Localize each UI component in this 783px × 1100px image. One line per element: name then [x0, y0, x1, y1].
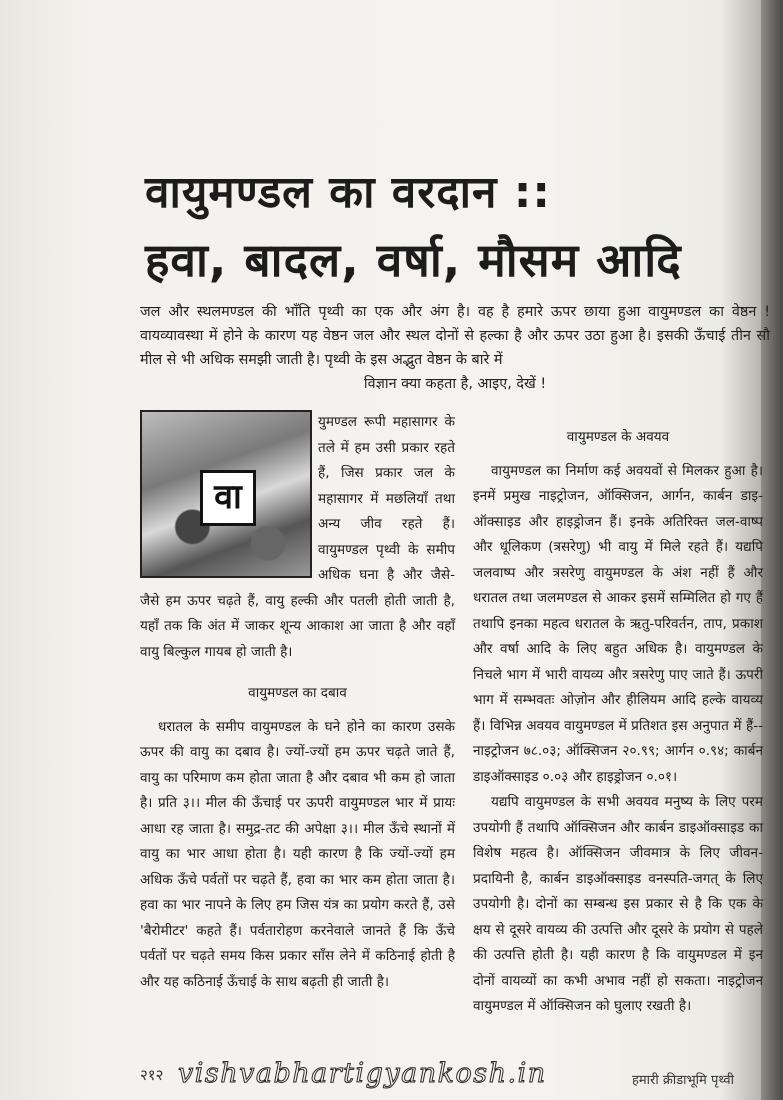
- intro-text: जल और स्थलमण्डल की भाँति पृथ्वी का एक और अंग है। वह है हमारे ऊपर छाया हुआ वायुमण्डल का वेष्ठन ! वायव्यावस्था में होने के कारण यह वेष्ठन जल और स्थल दोनों से हल्का है और ऊपर उठा हुआ है। इसकी ऊँचाई तीन सौ मील से भी अधिक समझी जाती है। पृथ्वी के इस अद्भुत वेष्ठन के बारे में: [140, 304, 770, 368]
- title-line-1: वायुमण्डल का वरदान ::: [145, 167, 551, 218]
- intro-paragraph: [140, 300, 770, 396]
- section-heading-components: वायुमण्डल के अवयव: [566, 429, 670, 445]
- right-paragraph-2: यद्यपि वायुमण्डल के सभी अवयव मनुष्य के लिए परम उपयोगी हैं तथापि ऑक्सिजन और कार्बन डाइऑक्साइड का विशेष महत्व है। ऑक्सिजन जीवमात्र के लिए जीवन-प्रदायिनी है, कार्बन डाइऑक्साइड वनस्पति-जगत् के लिए उपयोगी है। दोनों का सम्बन्ध इस प्रकार से है कि एक के क्षय से दूसरे वायव्य की उत्पत्ति और दूसरे के प्रयोग से पहले की उत्पत्ति होती है। यही कारण है कि वायुमण्डल में इन दोनों वायव्यों का कभी अभाव नहीं हो सकता। नाइट्रोजन वायुमण्डल में ऑक्सिजन को घुलाए रखती है।: [473, 794, 763, 1014]
- section-heading-pressure: वायुमण्डल का दबाव: [248, 685, 347, 701]
- book-spine: [761, 0, 783, 1100]
- right-column: [473, 425, 763, 1020]
- left-column: [140, 410, 455, 995]
- dropcap-letter: वा: [200, 470, 256, 526]
- dropcap-illustration: [140, 410, 312, 578]
- left-paragraph-2: धरातल के समीप वायुमण्डल के घने होने का कारण उसके ऊपर की वायु का दबाव है। ज्यों-ज्यों हम ऊपर चढ़ते जाते हैं, वायु का परिमाण कम होता जाता है और दबाव भी कम हो जाता है। प्रति ३।। मील की ऊँचाई पर ऊपरी वायुमण्डल भार में प्रायः आधा रह जाता है। समुद्र-तट की अपेक्षा ३।। मील ऊँचे स्थानों में वायु का भार आधा होता है। यही कारण है कि ज्यों-ज्यों हम अधिक ऊँचे पर्वतों पर चढ़ते हैं, हवा का भार कम होता जाता है। हवा का भार नापने के लिए हम जिस यंत्र का प्रयोग करते हैं, उसे 'बैरोमीटर' कहते हैं। पर्वतारोहण करनेवाले जानते हैं कि ऊँचे पर्वतों पर चढ़ते समय किस प्रकार साँस लेने में कठिनाई होती है और यह कठिनाई ऊँचाई के साथ बढ़ती ही जाती है।: [140, 718, 455, 990]
- page-number: २१२: [140, 1066, 164, 1084]
- intro-last-line: विज्ञान क्या कहता है, आइए, देखें !: [363, 376, 547, 392]
- right-paragraph-1: वायुमण्डल का निर्माण कई अवयवों से मिलकर हुआ है। इनमें प्रमुख नाइट्रोजन, ऑक्सिजन, आर्गन, कार्बन डाइ-ऑक्साइड और हाइड्रोजन हैं। इनके अतिरिक्त जल-वाष्प और धूलिकण (त्रसरेणु) भी वायु में मिले रहते हैं। यद्यपि जलवाष्प और त्रसरेणु वायुमण्डल के अंश नहीं हैं और धरातल तथा जलमण्डल से आकर इसमें सम्मिलित हो गए हैं तथापि इनका महत्व धरातल के ऋतु-परिवर्तन, ताप, प्रकाश और वर्षा आदि के लिए बहुत अधिक है। वायुमण्डल के निचले भाग में भारी वायव्य और त्रसरेणु पाए जाते हैं। ऊपरी भाग में सम्भवतः ओज़ोन और हीलियम आदि हल्के वायव्य हैं। विभिन्न अवयव वायुमण्डल में प्रतिशत इस अनुपात में हैं--नाइट्रोजन ७८.०३; ऑक्सिजन २०.९९; आर्गन ०.९४; कार्बन डाइऑक्साइड ०.०३ और हाइड्रोजन ०.०१।: [473, 462, 763, 785]
- running-footer: हमारी क्रीडाभूमि पृथ्वी: [632, 1073, 734, 1088]
- title-line-2: हवा, बादल, वर्षा, मौसम आदि: [145, 233, 682, 287]
- left-paragraph-1: युमण्डल रूपी महासागर के तले में हम उसी प्रकार रहते हैं, जिस प्रकार जल के महासागर में मछलियाँ तथा अन्य जीव रहते हैं। वायुमण्डल पृथ्वी के समीप अधिक घना है और जैसे-जैसे हम ऊपर चढ़ते हैं, वायु हल्की और पतली होती जाती है, यहाँ तक कि अंत में जाकर शून्य आकाश आ जाता है और वहाँ वायु बिल्कुल गायब हो जाती है।: [140, 414, 455, 660]
- watermark: vishvabhartigyankosh.in: [178, 1058, 547, 1089]
